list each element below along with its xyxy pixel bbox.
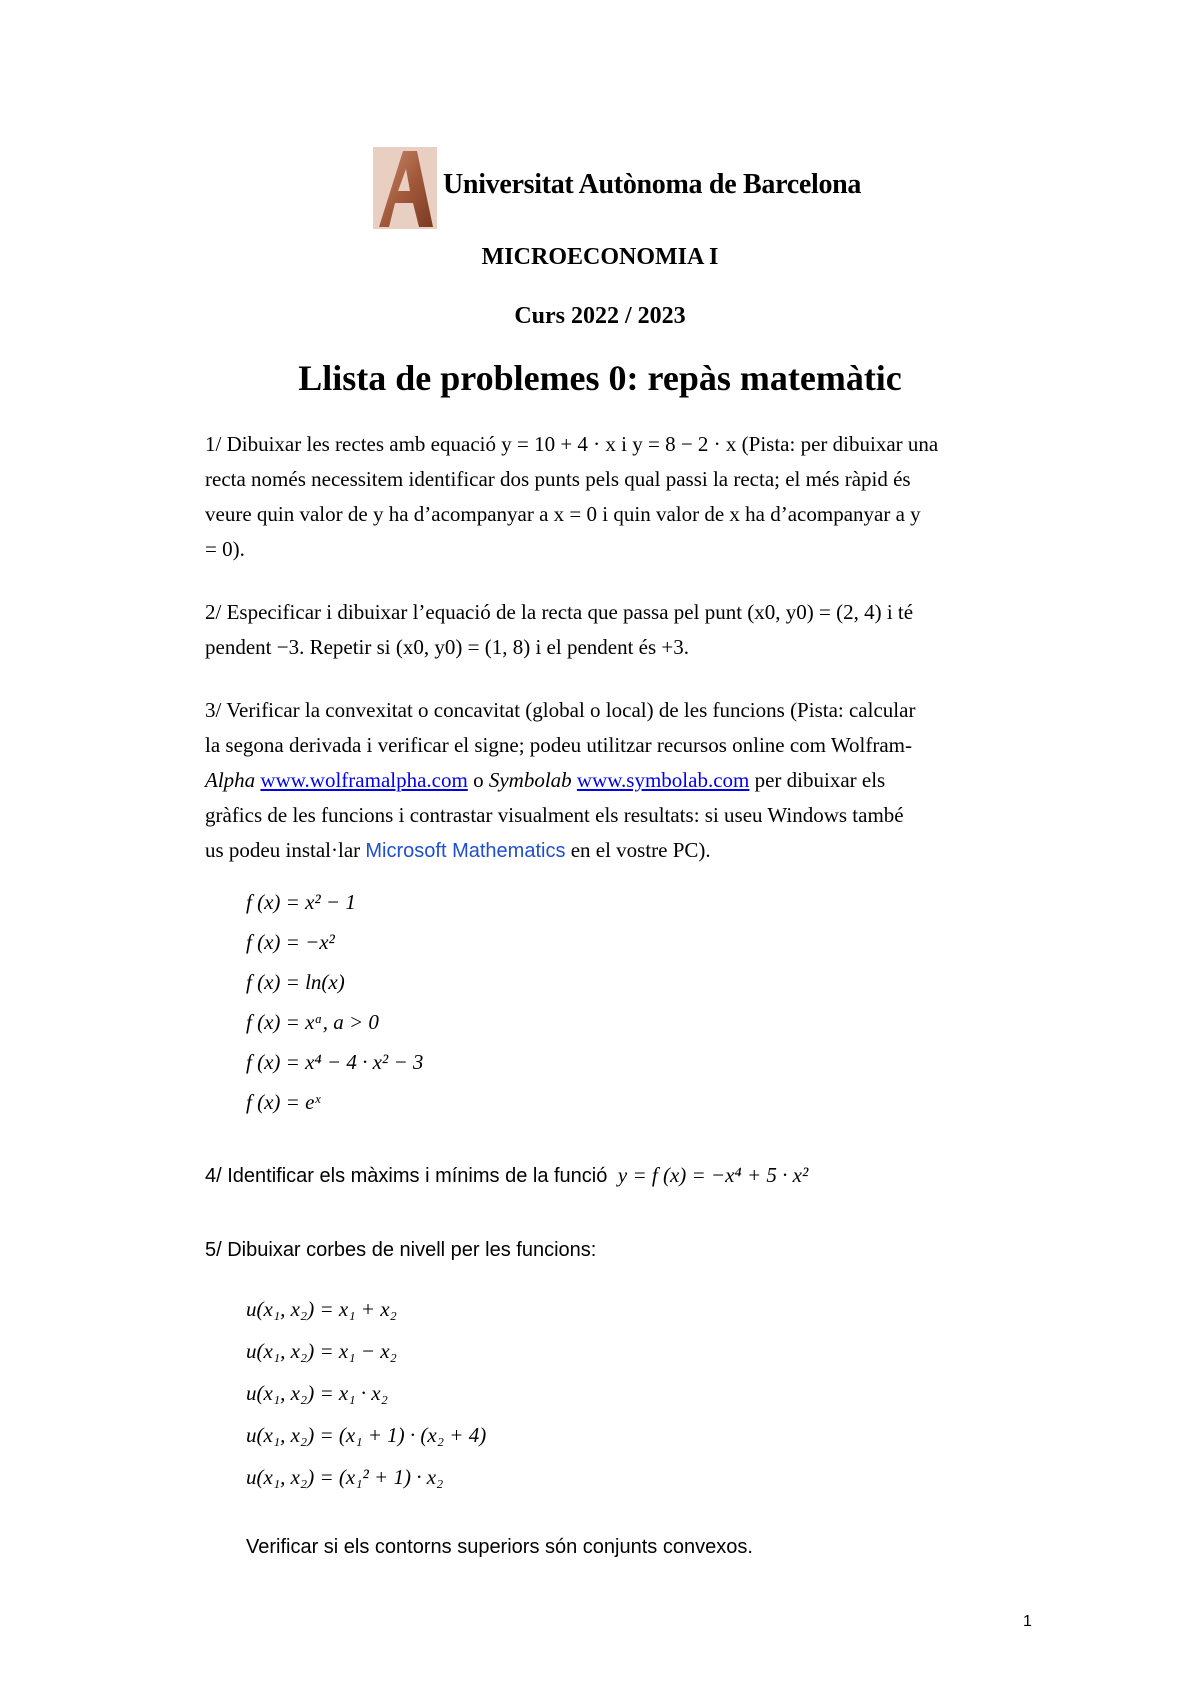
problem-4-line [205, 1158, 1035, 1194]
function-1: f (x) = x² − 1 [246, 890, 356, 914]
uab-logo-icon [373, 147, 437, 229]
problem-1-line: veure quin valor de y ha d’acompanyar a x = 0 i quin valor de x ha d’acompanyar a y [205, 502, 921, 526]
problem-1 [205, 427, 1035, 567]
microsoft-mathematics-link[interactable]: Microsoft Mathematics [365, 840, 566, 862]
utility-4: u(x₁, x₂) = (x₁ + 1) · (x₂ + 4) [246, 1423, 487, 1447]
university-logo [373, 147, 862, 229]
function-2: f (x) = −x² [246, 930, 335, 954]
problem-3-line: la segona derivada i verificar el signe; podeu utilitzar recursos online com Wolfram- [205, 733, 912, 757]
or-word: o [473, 768, 484, 792]
utility-5: u(x₁, x₂) = (x₁² + 1) · x₂ [246, 1465, 444, 1489]
function-4: f (x) = xᵅ, a > 0 [246, 1010, 379, 1034]
problem-3-line: 3/ Verificar la convexitat o concavitat (global o local) de les funcions (Pista: calcular [205, 698, 916, 722]
course-name: MICROECONOMIA I [481, 244, 719, 270]
problem-2-line: pendent −3. Repetir si (x0, y0) = (1, 8) i el pendent és +3. [205, 635, 690, 659]
wolfram-alpha-name: Alpha [205, 768, 256, 792]
problem-4 [205, 1158, 1035, 1194]
problem-4-text: 4/ Identificar els màxims i mínims de la funció [205, 1165, 608, 1187]
function-6: f (x) = eˣ [246, 1090, 321, 1114]
problem-2-line: 2/ Especificar i dibuixar l’equació de la recta que passa pel punt (x0, y0) = (2, 4) i té [205, 600, 914, 624]
problem-3-line-tail: per dibuixar els [754, 768, 886, 792]
closing-note: Verificar si els contorns superiors són conjunts convexos. [246, 1536, 753, 1558]
utility-1: u(x₁, x₂) = x₁ + x₂ [246, 1297, 397, 1321]
problem-1-line: 1/ Dibuixar les rectes amb equació y = 10 + 4 · x i y = 8 − 2 · x (Pista: per dibuixar una [205, 432, 939, 456]
page-number: 1 [1023, 1613, 1032, 1630]
install-text: us podeu instal·lar [205, 838, 361, 862]
utility-2: u(x₁, x₂) = x₁ − x₂ [246, 1339, 397, 1363]
problem-5 [205, 1233, 1035, 1268]
problem-3-line: gràfics de les funcions i contrastar visualment els resultats: si useu Windows també [205, 803, 904, 827]
university-name: Universitat Autònoma de Barcelona [443, 169, 862, 200]
problem-4-equation: y = f (x) = −x⁴ + 5 · x² [617, 1163, 809, 1187]
function-3: f (x) = ln(x) [246, 970, 345, 994]
problem-5-text: 5/ Dibuixar corbes de nivell per les funcions: [205, 1239, 597, 1261]
function-5: f (x) = x⁴ − 4 · x² − 3 [246, 1050, 424, 1074]
problem-1-line: = 0). [205, 537, 245, 561]
utility-3: u(x₁, x₂) = x₁ · x₂ [246, 1381, 388, 1405]
problem-3-line [205, 763, 1035, 798]
problem-3-line [205, 833, 1035, 869]
page-title: Llista de problemes 0: repàs matemàtic [298, 358, 902, 398]
symbolab-name: Symbolab [488, 768, 572, 792]
wolframalpha-link[interactable]: www.wolframalpha.com [260, 768, 468, 792]
symbolab-link[interactable]: www.symbolab.com [576, 768, 750, 792]
course-year: Curs 2022 / 2023 [514, 303, 686, 329]
problem-2 [205, 595, 1035, 665]
problem-1-line: recta només necessitem identificar dos punts pels qual passi la recta; el més ràpid és [205, 467, 911, 491]
problem-3 [205, 693, 1035, 869]
install-text-tail: en el vostre PC). [570, 838, 711, 862]
